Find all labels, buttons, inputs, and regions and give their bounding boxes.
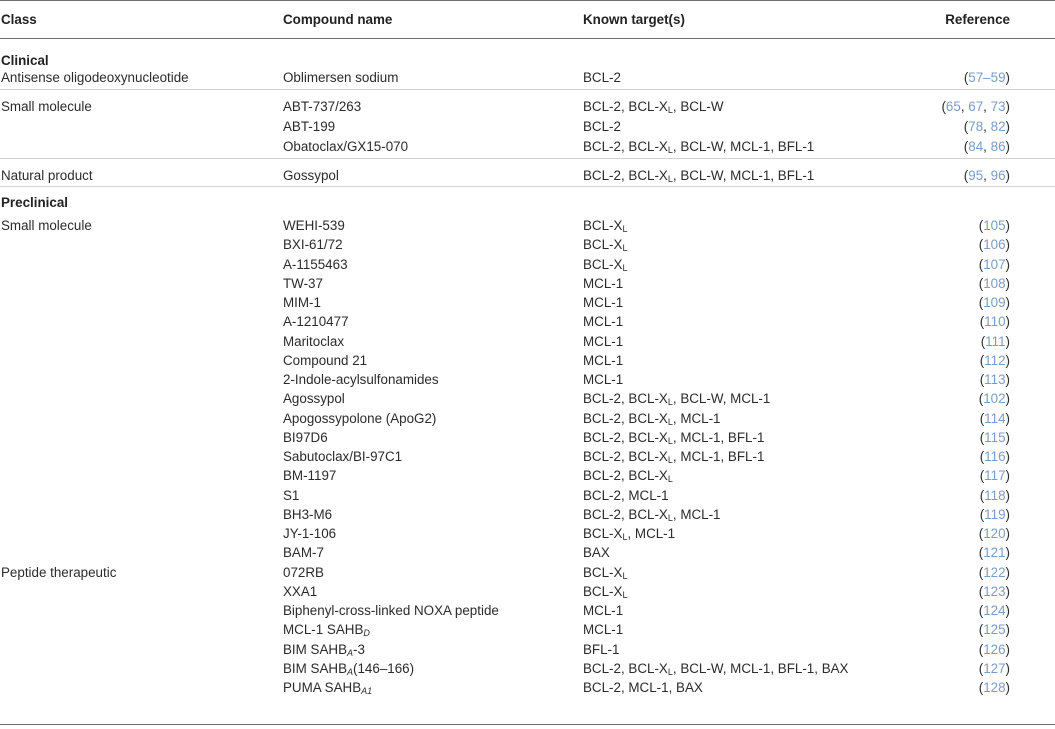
- row-reference: (118): [979, 487, 1010, 503]
- reference-link[interactable]: 120: [983, 526, 1006, 541]
- row-target: BCL-2, BCL-$X_L$, BCL-W, MCL-1, BFL-1: [583, 168, 815, 184]
- row-reference: (57–59): [963, 70, 1010, 85]
- row-target: MCL-1: [583, 603, 624, 618]
- row-compound: 072RB: [283, 564, 324, 580]
- row-compound: Sabutoclax/BI-97C1: [283, 449, 403, 464]
- row-reference: (102): [978, 391, 1010, 407]
- row-class: Peptide therapeutic: [1, 564, 117, 580]
- row-reference: (107): [978, 256, 1010, 272]
- row-reference: (109): [978, 295, 1010, 310]
- reference-link[interactable]: 122: [983, 564, 1006, 580]
- row-target: BAX: [583, 545, 610, 561]
- row-compound: BIM $SAHB_A-3$: [283, 641, 365, 658]
- row-reference: (116): [979, 449, 1010, 464]
- row-compound: WEHI-539: [283, 218, 345, 233]
- reference-link[interactable]: 78: [968, 119, 984, 134]
- row-compound: BXI-61/72: [283, 237, 343, 253]
- row-reference: (128): [978, 680, 1010, 695]
- row-reference: (120): [978, 526, 1010, 541]
- row-compound: BM-1197: [283, 468, 337, 484]
- reference-link[interactable]: 108: [983, 275, 1006, 291]
- reference-link[interactable]: 65: [945, 99, 961, 114]
- reference-link[interactable]: 119: [984, 506, 1006, 522]
- row-compound: ABT-737/263: [283, 99, 362, 114]
- row-reference: (122): [978, 564, 1010, 580]
- header-reference: Reference: [945, 12, 1010, 27]
- row-reference: (124): [978, 603, 1010, 618]
- reference-link[interactable]: 117: [984, 468, 1006, 484]
- row-class: Small molecule: [1, 218, 92, 233]
- row-target: BCL-$X_L$: [583, 218, 628, 234]
- row-target: BCL-$X_L$: [583, 256, 628, 273]
- reference-link[interactable]: 124: [983, 603, 1006, 618]
- row-reference: (112): [979, 352, 1010, 368]
- row-reference: (121): [978, 545, 1010, 561]
- row-target: BCL-2, BCL-$X_L$, BCL-W, MCL-1, BFL-1: [583, 139, 815, 155]
- row-reference: (119): [979, 506, 1010, 522]
- row-target: BCL-$X_L$: [583, 583, 628, 600]
- reference-link[interactable]: 107: [983, 256, 1006, 272]
- row-reference: (117): [979, 468, 1010, 484]
- header-compound: Compound name: [283, 12, 393, 27]
- row-reference: (84, 86): [963, 139, 1010, 154]
- header-target: Known target(s): [583, 12, 685, 27]
- reference-link[interactable]: 113: [984, 372, 1006, 387]
- row-target: BCL-2: [583, 70, 621, 85]
- reference-link[interactable]: 123: [983, 583, 1006, 599]
- row-compound: MIM-1: [283, 295, 321, 310]
- reference-link[interactable]: 112: [984, 352, 1006, 368]
- row-compound: Apogossypolone (ApoG2): [283, 410, 437, 426]
- reference-link[interactable]: 67: [968, 99, 984, 114]
- row-target: BCL-2, MCL-1: [583, 487, 669, 503]
- row-compound: BIM $SAHB_A(146-166)$: [283, 660, 415, 677]
- row-compound: Gossypol: [283, 168, 339, 183]
- row-compound: ABT-199: [283, 119, 336, 134]
- row-target: BCL-2, BCL-$X_L$, BCL-W: [583, 99, 724, 115]
- row-compound: MCL-1 $SAHB_D$: [283, 622, 370, 639]
- row-separator: [0, 89, 1055, 90]
- row-compound: BH3-M6: [283, 506, 333, 522]
- row-reference: (125): [978, 622, 1010, 638]
- reference-link[interactable]: 125: [983, 622, 1006, 638]
- reference-link[interactable]: 57–59: [968, 70, 1006, 85]
- row-target: BCL-2, BCL-$X_L$, MCL-1: [583, 410, 721, 427]
- row-reference: (111): [980, 333, 1010, 349]
- row-reference: (106): [978, 237, 1010, 253]
- row-target: MCL-1: [583, 275, 624, 291]
- row-compound: Obatoclax/GX15-070: [283, 139, 409, 154]
- row-target: BCL-2, BCL-$X_L$: [583, 468, 673, 485]
- row-target: BCL-2, BCL-$X_L$, MCL-1: [583, 506, 721, 523]
- reference-link[interactable]: 73: [990, 99, 1006, 114]
- row-target: MCL-1: [583, 352, 624, 368]
- row-target: BCL-2, BCL-$X_L$, BCL-W, MCL-1: [583, 391, 771, 408]
- reference-link[interactable]: 111: [985, 333, 1006, 349]
- row-reference: (65, 67, 73): [941, 99, 1010, 114]
- row-target: MCL-1: [583, 372, 624, 387]
- row-target: MCL-1: [583, 622, 624, 638]
- row-target: BCL-2, BCL-$X_L$, BCL-W, MCL-1, BFL-1, BAX: [583, 660, 849, 677]
- reference-link[interactable]: 110: [984, 314, 1006, 330]
- row-target: BCL-$X_L$: [583, 237, 628, 254]
- row-compound: Oblimersen sodium: [283, 70, 399, 85]
- row-class: Natural product: [1, 168, 93, 183]
- row-reference: (110): [979, 314, 1010, 330]
- row-compound: Maritoclax: [283, 333, 345, 349]
- reference-link[interactable]: 126: [983, 641, 1006, 657]
- row-separator: [0, 186, 1055, 187]
- row-reference: (105): [978, 218, 1010, 233]
- row-target: MCL-1: [583, 314, 624, 330]
- row-reference: (114): [979, 410, 1010, 426]
- row-reference: (115): [979, 429, 1010, 445]
- header-class: Class: [1, 12, 37, 27]
- row-compound: Agossypol: [283, 391, 345, 407]
- section-title: Preclinical: [1, 195, 68, 210]
- row-class: Small molecule: [1, 99, 92, 114]
- row-target: MCL-1: [583, 333, 624, 349]
- reference-link[interactable]: 86: [990, 139, 1006, 154]
- row-target: MCL-1: [583, 295, 624, 310]
- reference-link[interactable]: 84: [968, 139, 984, 154]
- row-compound: A-1210477: [283, 314, 349, 330]
- reference-link[interactable]: 121: [983, 545, 1006, 561]
- row-compound: A-1155463: [283, 256, 348, 272]
- row-separator: [0, 158, 1055, 159]
- reference-link[interactable]: 118: [984, 487, 1006, 503]
- row-target: BCL-$X_L$, MCL-1: [583, 526, 676, 542]
- reference-link[interactable]: 115: [984, 429, 1006, 445]
- row-class: Antisense oligodeoxynucleotide: [1, 70, 189, 85]
- row-reference: (123): [978, 583, 1010, 599]
- bottom-rule: [0, 724, 1055, 725]
- reference-link[interactable]: 109: [983, 295, 1006, 310]
- reference-link[interactable]: 95: [968, 168, 984, 183]
- row-target: BFL-1: [583, 641, 620, 657]
- row-compound: 2-Indole-acylsulfonamides: [283, 372, 439, 387]
- row-compound: Biphenyl-cross-linked NOXA peptide: [283, 603, 499, 618]
- row-reference: (95, 96): [963, 168, 1010, 183]
- row-compound: Compound 21: [283, 352, 368, 368]
- reference-link[interactable]: 127: [983, 660, 1006, 676]
- reference-link[interactable]: 106: [983, 237, 1006, 253]
- reference-link[interactable]: 116: [984, 449, 1006, 464]
- reference-link[interactable]: 96: [990, 168, 1006, 183]
- reference-link[interactable]: 105: [983, 218, 1006, 233]
- row-compound: JY-1-106: [283, 526, 337, 541]
- reference-link[interactable]: 102: [983, 391, 1006, 407]
- row-compound: BAM-7: [283, 545, 324, 561]
- top-rule: [0, 0, 1055, 1]
- row-target: BCL-2, MCL-1, BAX: [583, 680, 703, 695]
- row-target: BCL-$X_L$: [583, 564, 628, 581]
- row-reference: (126): [978, 641, 1010, 657]
- row-reference: (78, 82): [963, 119, 1010, 134]
- row-compound: PUMA $SAHB_{A1}$: [283, 680, 373, 696]
- row-reference: (108): [978, 275, 1010, 291]
- reference-link[interactable]: 128: [983, 680, 1006, 695]
- section-title: Clinical: [1, 53, 49, 68]
- reference-link[interactable]: 82: [990, 119, 1006, 134]
- row-compound: BI97D6: [283, 429, 328, 445]
- row-target: BCL-2, BCL-$X_L$, MCL-1, BFL-1: [583, 429, 765, 446]
- row-reference: (127): [978, 660, 1010, 676]
- row-compound: S1: [283, 487, 300, 503]
- row-target: BCL-2, BCL-$X_L$, MCL-1, BFL-1: [583, 449, 765, 465]
- reference-link[interactable]: 114: [984, 410, 1006, 426]
- row-reference: (113): [979, 372, 1010, 387]
- row-compound: XXA1: [283, 583, 318, 599]
- header-rule: [0, 38, 1055, 39]
- row-compound: TW-37: [283, 275, 323, 291]
- row-target: BCL-2: [583, 119, 621, 134]
